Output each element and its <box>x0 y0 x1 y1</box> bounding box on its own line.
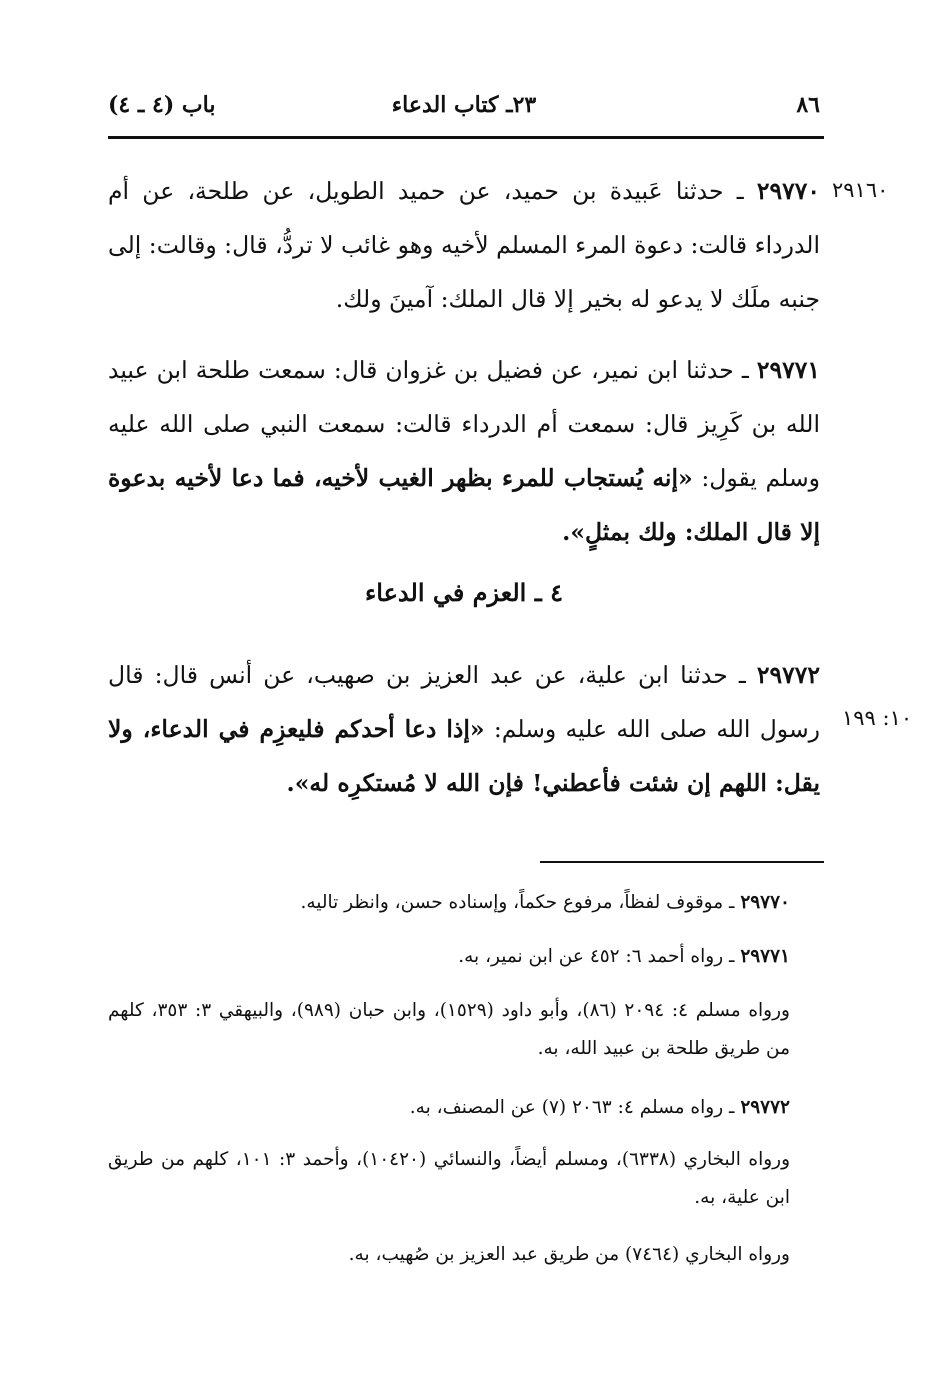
footnote-29770 <box>108 884 820 922</box>
footnote-29771 <box>108 938 820 976</box>
footnote-number: ٢٩٧٧٠ <box>740 892 790 913</box>
footnote-text: ـ موقوف لفظاً، مرفوع حكماً، وإسناده حسن، وانظر تاليه. <box>300 892 741 913</box>
hadith-quote: «إنه يُستجاب للمرء بظهر الغيب لأخيه، فما دعا لأخيه بدعوة إلا قال الملك: ولك بمثلٍ». <box>108 464 820 546</box>
hadith-29770 <box>108 164 820 326</box>
book-title: ٢٣ـ كتاب الدعاء <box>391 92 537 118</box>
hadith-number: ٢٩٧٧٠ <box>756 177 820 205</box>
header-rule <box>108 136 824 139</box>
footnote-number: ٢٩٧٧١ <box>740 946 790 967</box>
margin-note-2: ١٠: ١٩٩ <box>842 706 913 730</box>
hadith-29772 <box>108 648 820 810</box>
chapter-reference: باب (٤ ـ ٤) <box>108 92 216 118</box>
footnote-29772 <box>108 1089 820 1127</box>
hadith-number: ٢٩٧٧١ <box>756 356 820 384</box>
footnote-number: ٢٩٧٧٢ <box>740 1097 790 1118</box>
footnote-29772-cont: ورواه البخاري (٦٣٣٨)، ومسلم أيضاً، والنسائي (١٠٤٢٠)، وأحمد ٣: ١٠١، كلهم من طريق ابن علية، به. <box>108 1149 791 1208</box>
footnote-29772-cont2: ورواه البخاري (٧٤٦٤) من طريق عبد العزيز بن صُهيب، به. <box>348 1244 790 1265</box>
hadith-text: ـ حدثنا ابن نمير، عن فضيل بن غزوان قال: سمعت طلحة ابن عبيد الله بن كَرِيز قال: سمعت أم الدرداء قالت: سمعت النبي صلى الله عليه وسلم يقول: <box>108 356 820 492</box>
margin-note-1: ٢٩١٦٠ <box>832 178 889 202</box>
footnote-text: ـ رواه مسلم ٤: ٢٠٦٣ (٧) عن المصنف، به. <box>409 1097 741 1118</box>
hadith-29771 <box>108 343 820 559</box>
hadith-quote: «إذا دعا أحدكم فليعزِم في الدعاء، ولا يقل: اللهم إن شئت فأعطني! فإن الله لا مُستكرِه له». <box>108 715 820 797</box>
hadith-text: ـ حدثنا ابن علية، عن عبد العزيز بن صهيب، عن أنس قال: قال رسول الله صلى الله عليه وسلم: <box>108 661 820 743</box>
hadith-number: ٢٩٧٧٢ <box>756 661 820 689</box>
hadith-text: ـ حدثنا عَبيدة بن حميد، عن حميد الطويل، عن طلحة، عن أم الدرداء قالت: دعوة المرء المسلم لأخيه وهو غائب لا تردُّ، قال: وقالت: إلى جنبه ملَك لا يدعو له بخير إلا قال الملك: آمينَ ولك. <box>108 177 820 313</box>
footnote-text: ـ رواه أحمد ٦: ٤٥٢ عن ابن نمير، به. <box>458 946 741 967</box>
footnote-29771-cont: ورواه مسلم ٤: ٢٠٩٤ (٨٦)، وأبو داود (١٥٢٩)، وابن حبان (٩٨٩)، والبيهقي ٣: ٣٥٣، كلهم من طريق طلحة بن عبيد الله، به. <box>108 1000 790 1059</box>
running-header <box>108 92 820 132</box>
footnote-rule <box>540 861 824 863</box>
page-number: ٨٦ <box>796 92 820 118</box>
section-heading: ٤ ـ العزم في الدعاء <box>365 578 563 607</box>
